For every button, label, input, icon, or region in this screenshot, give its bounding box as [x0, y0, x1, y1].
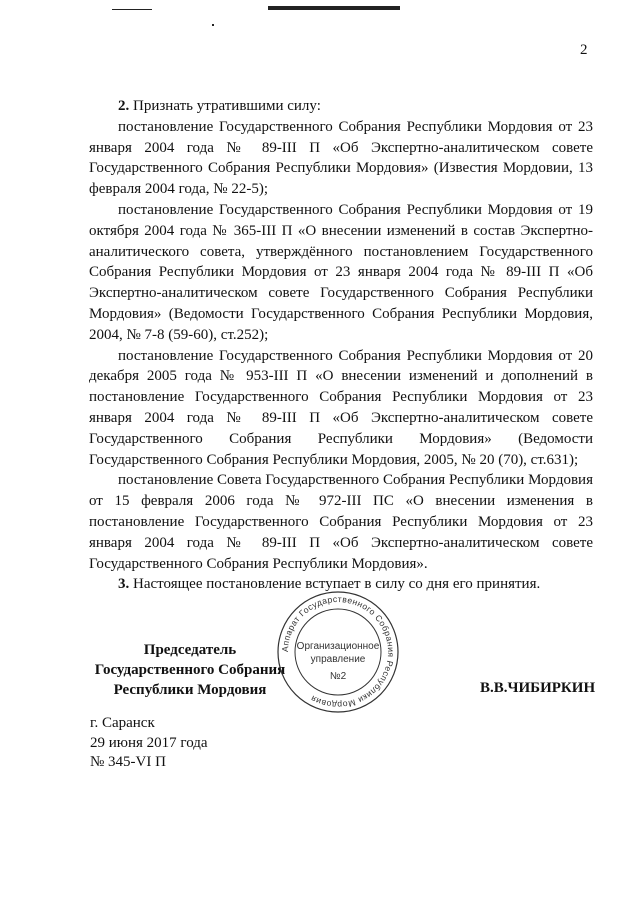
document-number: № 345-VI П: [90, 754, 166, 770]
page-number: 2: [580, 42, 588, 58]
paragraph-item-2: 2. Признать утратившими силу:: [118, 98, 321, 114]
paragraph-repealed-act-1: постановление Государственного Собрания Республики Мордовия от 23 января 2004 года № 89-III П «Об Экспертно-аналитическом совете Государственного Собрания Республики Мордовия» (Известия Мордовии, 13 февраля 2004 года, № 22-5);: [89, 118, 593, 198]
scan-artifact-dot: [212, 24, 214, 26]
scan-artifact-top-line: [112, 9, 152, 10]
paragraph-item-3: 3. Настоящее постановление вступает в силу со дня его принятия.: [118, 576, 541, 593]
item-number: 3.: [118, 576, 130, 593]
item-number: 2.: [118, 98, 130, 114]
paragraph-repealed-act-3: постановление Государственного Собрания Республики Мордовия от 20 декабря 2005 года № 953-III П «О внесении изменений и дополнений в постановление Государственного Собрания Республики Мордовия от 23 января 2004 года № 89-III П «Об Экспертно-аналитическом совете Государственного Собрания Республики Мордовия» (Ведомости Государственного Собрания Республики Мордовия, 2005, № 20 (70), ст.631);: [89, 347, 593, 468]
city: г. Саранск: [90, 715, 155, 731]
document-body: [89, 96, 593, 595]
date: 29 июня 2017 года: [90, 734, 208, 751]
official-stamp: [276, 590, 400, 714]
signatory-title: Председатель Государственного Собрания Республики Мордовия: [94, 642, 286, 698]
scan-artifact-top-bar: [268, 6, 400, 10]
paragraph-repealed-act-2: постановление Государственного Собрания Республики Мордовия от 19 октября 2004 года № 365-III П «О внесении изменений в состав Экспертно-аналитического совета, утверждённого постановлением Государственного Собрания Республики Мордовия от 23 января 2004 года № 89-III П «Об Экспертно-аналитическом совете Государственного Собрания Республики Мордовия» (Ведомости Государственного Собрания Республики Мордовия, 2004, № 7-8 (59-60), ст.252);: [89, 201, 593, 343]
paragraph-repealed-act-4: постановление Совета Государственного Собрания Республики Мордовия от 15 февраля 2006 года № 972-III ПС «О внесении изменения в постановление Государственного Собрания Республики Мордовия от 23 января 2004 года № 89-III П «Об Экспертно-аналитическом совете Государственного Собрания Республики Мордовия».: [89, 472, 593, 572]
document-footer: [90, 714, 208, 773]
signatory-name: В.В.ЧИБИРКИН: [480, 680, 596, 696]
stamp-inner-text: Организационное управление №2: [296, 641, 380, 682]
stamp-ring-text: Аппарат Государственного Собрания Республики Мордовия: [279, 593, 397, 711]
